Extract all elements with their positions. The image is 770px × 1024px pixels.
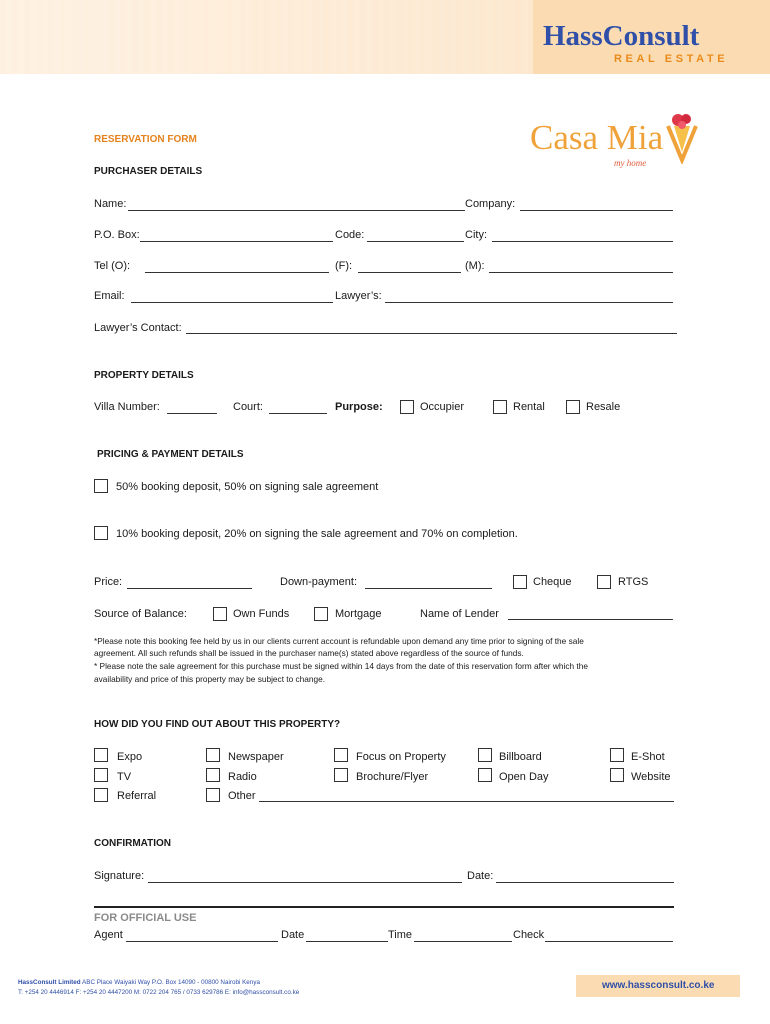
footer-address (18, 978, 260, 988)
down-payment-field[interactable] (365, 588, 492, 589)
brand-logo: HassConsult (543, 20, 700, 52)
tel-label: Tel (O): (94, 260, 131, 272)
agent-field[interactable] (126, 941, 278, 942)
focus-checkbox[interactable] (334, 748, 348, 762)
openday-label: Open Day (499, 771, 549, 783)
billboard-checkbox[interactable] (478, 748, 492, 762)
mortgage-label: Mortgage (335, 608, 382, 620)
header-fade (0, 0, 560, 74)
company-label: Company: (465, 198, 516, 210)
form-title: RESERVATION FORM (94, 134, 197, 145)
casa-mia-tagline: my home (614, 158, 647, 168)
eshot-label: E-Shot (631, 751, 665, 763)
city-label: City: (465, 229, 487, 241)
cheque-checkbox[interactable] (513, 575, 527, 589)
lender-label: Name of Lender (420, 608, 499, 620)
pricing-heading: PRICING & PAYMENT DETAILS (97, 449, 244, 460)
lawyer-contact-field[interactable] (186, 333, 677, 334)
radio-label: Radio (228, 771, 257, 783)
official-heading: FOR OFFICIAL USE (94, 912, 197, 924)
price-label: Price: (94, 576, 123, 588)
other-checkbox[interactable] (206, 788, 220, 802)
agent-label: Agent (94, 929, 123, 941)
other-label: Other (228, 790, 256, 802)
source-label: Source of Balance: (94, 608, 187, 620)
expo-checkbox[interactable] (94, 748, 108, 762)
website-checkbox[interactable] (610, 768, 624, 782)
pobox-label: P.O. Box: (94, 229, 140, 241)
code-field[interactable] (367, 241, 464, 242)
casa-mia-title: Casa Mia (530, 118, 664, 157)
email-field[interactable] (131, 302, 333, 303)
property-heading: PROPERTY DETAILS (94, 370, 194, 381)
billboard-label: Billboard (499, 751, 542, 763)
casa-mia-logo (530, 118, 700, 168)
lawyer-label: Lawyer’s: (335, 290, 382, 302)
rental-label: Rental (513, 401, 545, 413)
lawyer-field[interactable] (385, 302, 673, 303)
focus-label: Focus on Property (356, 751, 446, 763)
down-payment-label: Down-payment: (280, 576, 358, 588)
openday-checkbox[interactable] (478, 768, 492, 782)
check-label: Check (513, 929, 545, 941)
footer-address-text: ABC Place Waiyaki Way P.O. Box 14090 - 00800 Nairobi Kenya (82, 979, 260, 986)
tv-label: TV (117, 771, 132, 783)
newspaper-checkbox[interactable] (206, 748, 220, 762)
villa-field[interactable] (167, 413, 217, 414)
footer-contacts: T: +254 20 4446914 F: +254 20 4447200 M: 0722 204 765 / 0733 629786 E: info@hassconsult.co.ke (18, 989, 300, 996)
check-field[interactable] (545, 941, 673, 942)
confirm-date-label: Date: (467, 870, 494, 882)
purchaser-heading: PURCHASER DETAILS (94, 166, 203, 177)
villa-label: Villa Number: (94, 401, 160, 413)
option2-checkbox[interactable] (94, 526, 108, 540)
brochure-label: Brochure/Flyer (356, 771, 429, 783)
referral-label: Referral (117, 790, 157, 802)
website-label: Website (631, 771, 671, 783)
fax-field[interactable] (358, 272, 461, 273)
note2-line2: availability and price of this property may be subject to change. (94, 674, 326, 684)
signature-field[interactable] (148, 882, 462, 883)
time-field[interactable] (414, 941, 512, 942)
own-funds-label: Own Funds (233, 608, 290, 620)
signature-label: Signature: (94, 870, 145, 882)
newspaper-label: Newspaper (228, 751, 284, 763)
rental-checkbox[interactable] (493, 400, 507, 414)
expo-label: Expo (117, 751, 143, 763)
note1-line1: *Please note this booking fee held by us in our clients current account is refundable upon demand any time prior to signing of the sale (94, 636, 584, 646)
resale-label: Resale (586, 401, 621, 413)
occupier-label: Occupier (420, 401, 465, 413)
option1-checkbox[interactable] (94, 479, 108, 493)
rtgs-checkbox[interactable] (597, 575, 611, 589)
city-field[interactable] (492, 241, 673, 242)
purpose-label: Purpose: (335, 401, 383, 413)
howfound-heading: HOW DID YOU FIND OUT ABOUT THIS PROPERTY? (94, 719, 341, 730)
official-date-label: Date (281, 929, 305, 941)
mobile-label: (M): (465, 260, 485, 272)
mortgage-checkbox[interactable] (314, 607, 328, 621)
tv-checkbox[interactable] (94, 768, 108, 782)
lawyer-contact-label: Lawyer’s Contact: (94, 322, 182, 334)
official-date-field[interactable] (306, 941, 388, 942)
confirmation-heading: CONFIRMATION (94, 838, 172, 849)
company-field[interactable] (520, 210, 673, 211)
footer-website-link[interactable]: www.hassconsult.co.ke (602, 980, 715, 991)
option2-label: 10% booking deposit, 20% on signing the sale agreement and 70% on completion. (116, 528, 518, 540)
flower-icon (662, 112, 702, 164)
lender-field[interactable] (508, 619, 673, 620)
mobile-field[interactable] (489, 272, 673, 273)
note1-line2: agreement. All such refunds shall be issued in the purchaser name(s) stated above regardless of the source of funds. (94, 648, 524, 658)
confirm-date-field[interactable] (496, 882, 674, 883)
time-label: Time (388, 929, 413, 941)
own-funds-checkbox[interactable] (213, 607, 227, 621)
resale-checkbox[interactable] (566, 400, 580, 414)
price-field[interactable] (127, 588, 252, 589)
note2-line1: * Please note the sale agreement for this purchase must be signed within 14 days from the date of this reservation form after which the (94, 661, 588, 671)
email-label: Email: (94, 290, 125, 302)
rtgs-label: RTGS (618, 576, 649, 588)
footer-company: HassConsult Limited (18, 979, 81, 986)
cheque-label: Cheque (533, 576, 572, 588)
brand-subtitle: REAL ESTATE (614, 53, 729, 65)
name-field[interactable] (128, 210, 465, 211)
pobox-field[interactable] (140, 241, 333, 242)
referral-checkbox[interactable] (94, 788, 108, 802)
brochure-checkbox[interactable] (334, 768, 348, 782)
tel-field[interactable] (145, 272, 329, 273)
court-field[interactable] (269, 413, 327, 414)
eshot-checkbox[interactable] (610, 748, 624, 762)
official-divider (94, 906, 674, 908)
radio-checkbox[interactable] (206, 768, 220, 782)
court-label: Court: (233, 401, 263, 413)
code-label: Code: (335, 229, 365, 241)
occupier-checkbox[interactable] (400, 400, 414, 414)
fax-label: (F): (335, 260, 353, 272)
other-field[interactable] (259, 801, 674, 802)
name-label: Name: (94, 198, 127, 210)
option1-label: 50% booking deposit, 50% on signing sale agreement (116, 481, 379, 493)
